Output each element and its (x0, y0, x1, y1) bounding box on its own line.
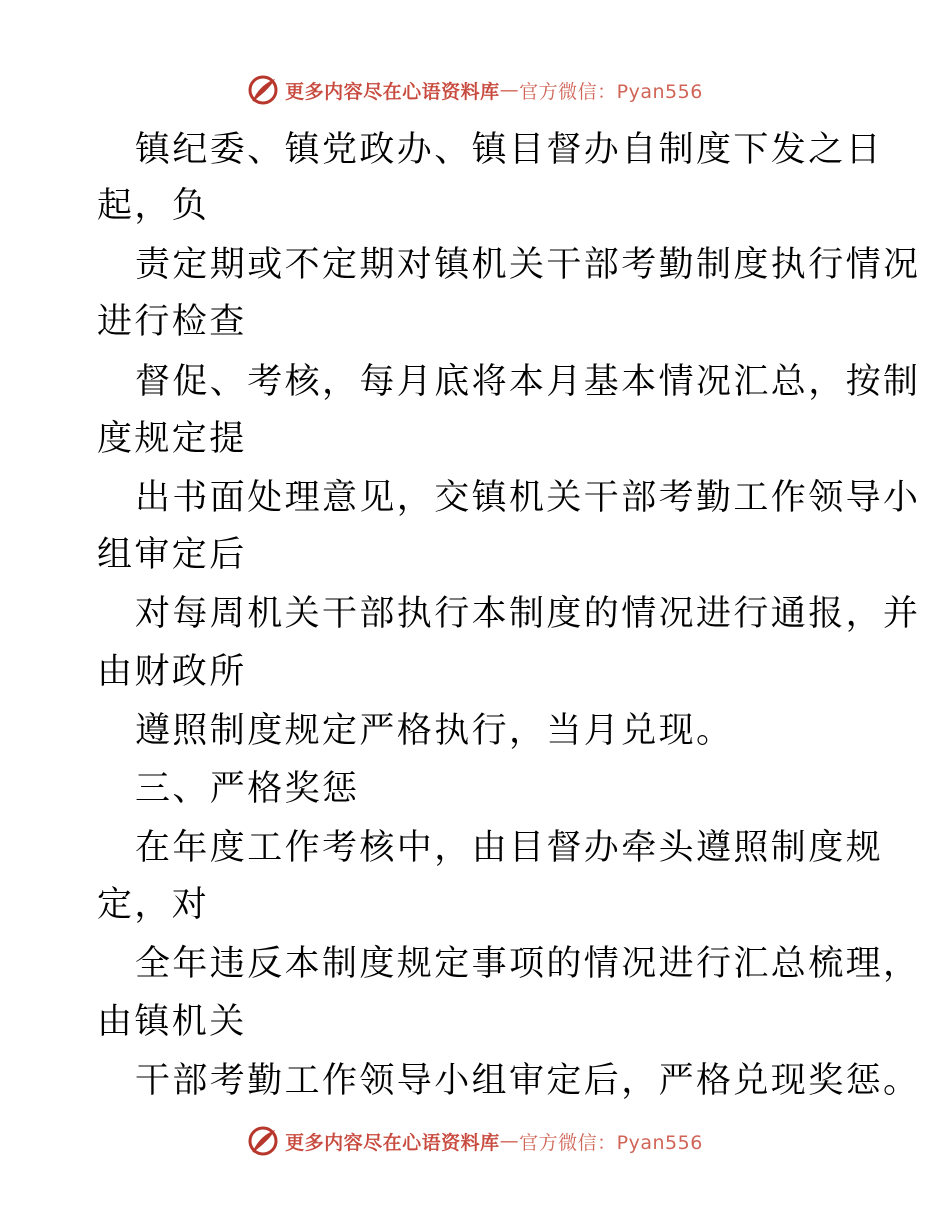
body-line: 出书面处理意见，交镇机关干部考勤工作领导小 (135, 478, 921, 518)
banner-wechat-text: 官方微信：Pyan556 (519, 1131, 703, 1154)
body-line: 定，对 (97, 885, 210, 925)
body-line: 由镇机关 (97, 1002, 247, 1042)
quill-logo-icon (247, 74, 279, 106)
body-line: 起，负 (97, 186, 210, 226)
section-heading: 三、严格奖惩 (135, 769, 360, 809)
banner-wechat-text: 官方微信：Pyan556 (519, 80, 703, 103)
body-line: 由财政所 (97, 652, 247, 692)
body-line: 组审定后 (97, 535, 247, 575)
body-line: 度规定提 (97, 419, 247, 459)
banner-main-text: 更多内容尽在心语资料库 (285, 80, 500, 103)
body-line: 全年违反本制度规定事项的情况进行汇总梳理， (135, 944, 921, 984)
banner-dash: — (499, 79, 520, 101)
body-line: 对每周机关干部执行本制度的情况进行通报，并 (135, 594, 921, 634)
banner-main-text: 更多内容尽在心语资料库 (285, 1131, 500, 1154)
body-line: 镇纪委、镇党政办、镇目督办自制度下发之日 (135, 130, 884, 170)
header-banner (0, 70, 950, 110)
body-line: 进行检查 (97, 302, 247, 342)
body-line: 在年度工作考核中，由目督办牵头遵照制度规 (135, 828, 884, 868)
banner-dash: — (499, 1130, 520, 1152)
body-line: 遵照制度规定严格执行，当月兑现。 (135, 711, 734, 751)
quill-logo-icon (247, 1125, 279, 1157)
footer-banner (0, 1121, 950, 1161)
body-line: 督促、考核，每月底将本月基本情况汇总，按制 (135, 362, 921, 402)
body-line: 干部考勤工作领导小组审定后，严格兑现奖惩。 (135, 1061, 921, 1101)
body-line: 责定期或不定期对镇机关干部考勤制度执行情况 (135, 245, 921, 285)
